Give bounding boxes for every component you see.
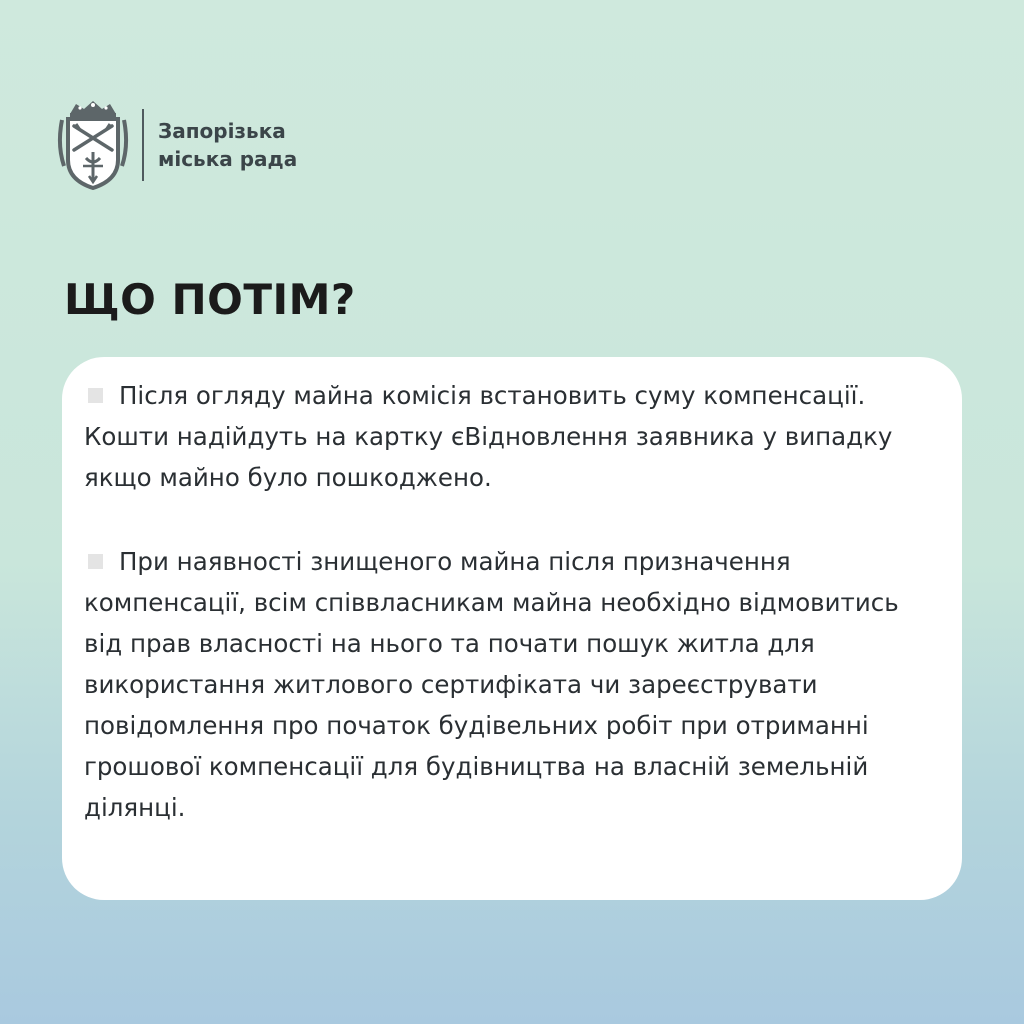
header xyxy=(56,100,297,190)
info-card xyxy=(62,357,962,900)
page-title: ЩО ПОТІМ? xyxy=(64,275,356,324)
header-divider xyxy=(142,109,144,181)
organization-name-line1: Запорізька xyxy=(158,119,286,143)
info-paragraph-1 xyxy=(84,375,944,498)
square-bullet-icon xyxy=(88,554,103,569)
info-paragraph-2 xyxy=(84,541,944,828)
info-paragraph-2-text: При наявності знищеного майна після призначення компенсації, всім співвласникам майна необхідно відмовитись від прав власності на нього та почати пошук житла для використання житлового сертифіката чи зареєструвати повідомлення про початок будівельних робіт при отриманні грошової компенсації для будівництва на власній земельній ділянці. xyxy=(84,547,899,822)
organization-name xyxy=(158,117,297,173)
organization-name-line2: міська рада xyxy=(158,147,298,171)
zaporizhzhia-coat-of-arms-icon xyxy=(56,100,130,190)
info-paragraph-1-text: Після огляду майна комісія встановить суму компенсації. Кошти надійдуть на картку єВідновлення заявника у випадку якщо майно було пошкоджено. xyxy=(84,381,893,492)
square-bullet-icon xyxy=(88,388,103,403)
